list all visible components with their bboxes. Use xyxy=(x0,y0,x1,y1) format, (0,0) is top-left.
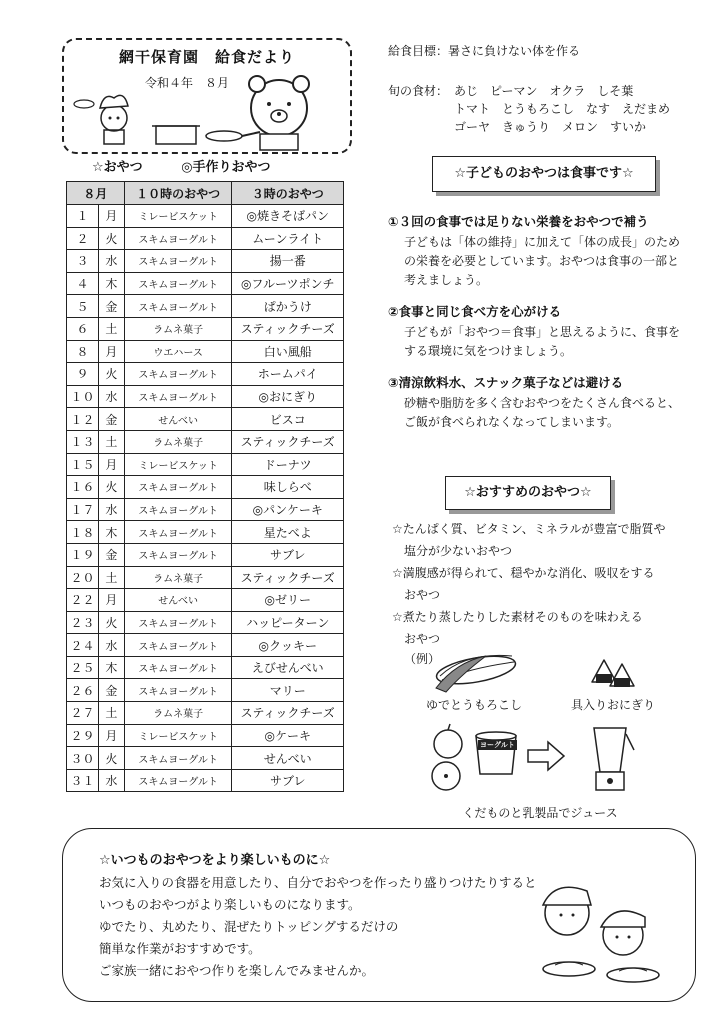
cell-day: ２０ xyxy=(67,566,99,589)
cell-day: １３ xyxy=(67,430,99,453)
table-row xyxy=(67,227,344,250)
cell-day: ２６ xyxy=(67,679,99,702)
seasonal-label: 旬の食材： xyxy=(388,84,449,98)
cell-10am-snack: スキムヨーグルト xyxy=(124,363,232,386)
cell-weekday: 水 xyxy=(98,634,124,657)
cell-3pm-snack: ◎おにぎり xyxy=(232,385,344,408)
cell-day: １０ xyxy=(67,385,99,408)
cell-10am-snack: スキムヨーグルト xyxy=(124,747,232,770)
cell-3pm-snack: ドーナツ xyxy=(232,453,344,476)
cell-3pm-snack: ビスコ xyxy=(232,408,344,431)
table-row xyxy=(67,634,344,657)
table-row xyxy=(67,498,344,521)
cell-weekday: 土 xyxy=(98,317,124,340)
table-row xyxy=(67,566,344,589)
header-box xyxy=(62,38,352,154)
table-row xyxy=(67,385,344,408)
cell-weekday: 火 xyxy=(98,747,124,770)
kids-cooking-illustration xyxy=(525,865,675,995)
table-row xyxy=(67,656,344,679)
cell-10am-snack: せんべい xyxy=(124,589,232,612)
cell-10am-snack: スキムヨーグルト xyxy=(124,543,232,566)
cell-10am-snack: ラムネ菓子 xyxy=(124,430,232,453)
cell-10am-snack: スキムヨーグルト xyxy=(124,385,232,408)
cell-weekday: 木 xyxy=(98,521,124,544)
cell-day: １５ xyxy=(67,453,99,476)
point-line: 子どもが「おやつ＝食事」と思えるように、食事を xyxy=(404,325,681,339)
recommended-line: おやつ xyxy=(392,632,441,646)
cell-3pm-snack: ムーンライト xyxy=(232,227,344,250)
point-line: の栄養を必要としています。おやつは食事の一部と xyxy=(404,254,680,268)
example-label: （例） xyxy=(404,652,441,666)
table-row xyxy=(67,272,344,295)
apple-icon xyxy=(434,730,462,758)
table-row xyxy=(67,543,344,566)
cell-day: １９ xyxy=(67,543,99,566)
cell-day: ２７ xyxy=(67,702,99,725)
cell-10am-snack: スキムヨーグルト xyxy=(124,521,232,544)
cell-3pm-snack: 白い風船 xyxy=(232,340,344,363)
issue-date: 令和４年 ８月 xyxy=(144,76,229,90)
cell-weekday: 金 xyxy=(98,408,124,431)
cell-weekday: 水 xyxy=(98,769,124,792)
point-line: 子どもは「体の維持」に加えて「体の成長」のため xyxy=(404,235,681,249)
seasonal-foods xyxy=(454,82,670,136)
point-line: 考えましょう。 xyxy=(404,273,489,287)
table-row xyxy=(67,430,344,453)
cell-10am-snack: ウエハース xyxy=(124,340,232,363)
cell-weekday: 水 xyxy=(98,498,124,521)
onigiri-caption: 具入りおにぎり xyxy=(570,698,655,712)
recommended-line: ☆煮たり蒸したりした素材そのものを味わえる xyxy=(392,610,643,624)
cell-day: ９ xyxy=(67,363,99,386)
corn-caption: ゆでとうもろこし xyxy=(425,698,522,712)
cell-weekday: 火 xyxy=(98,611,124,634)
table-row xyxy=(67,702,344,725)
recommended-line: おやつ xyxy=(392,588,441,602)
recommended-line: ☆たんぱく質、ビタミン、ミネラルが豊富で脂質や xyxy=(392,522,666,536)
cell-day: ２ xyxy=(67,227,99,250)
cell-3pm-snack: ホームパイ xyxy=(232,363,344,386)
tips-line: いつものおやつがより楽しいものになります。 xyxy=(99,897,361,912)
cell-day: ５ xyxy=(67,295,99,318)
header-month: ８月 xyxy=(67,182,125,205)
section-title-snack-is-meal: ☆子どものおやつは食事です☆ xyxy=(432,156,656,192)
cell-3pm-snack: ◎焼きそばパン xyxy=(232,205,344,228)
table-row xyxy=(67,769,344,792)
table-row xyxy=(67,476,344,499)
cell-day: ８ xyxy=(67,340,99,363)
section-title-recommended: ☆おすすめのおやつ☆ xyxy=(445,476,611,510)
cell-3pm-snack: ◎パンケーキ xyxy=(232,498,344,521)
table-row xyxy=(67,250,344,273)
table-row xyxy=(67,611,344,634)
cell-weekday: 火 xyxy=(98,363,124,386)
cell-3pm-snack: サブレ xyxy=(232,769,344,792)
cell-weekday: 木 xyxy=(98,272,124,295)
cell-3pm-snack: ぱかうけ xyxy=(232,295,344,318)
cell-day: １ xyxy=(67,205,99,228)
seasonal-line: あじ ピーマン オクラ しそ葉 xyxy=(454,84,634,98)
cell-day: ３０ xyxy=(67,747,99,770)
seasonal-line: トマト とうもろこし なす えだまめ xyxy=(454,102,671,116)
cell-10am-snack: スキムヨーグルト xyxy=(124,476,232,499)
cell-3pm-snack: ◎ゼリー xyxy=(232,589,344,612)
cell-day: １６ xyxy=(67,476,99,499)
cell-10am-snack: スキムヨーグルト xyxy=(124,679,232,702)
tips-line: 簡単な作業がおすすめです。 xyxy=(99,941,261,956)
cell-day: ３ xyxy=(67,250,99,273)
cell-10am-snack: スキムヨーグルト xyxy=(124,250,232,273)
cell-10am-snack: スキムヨーグルト xyxy=(124,227,232,250)
cell-10am-snack: スキムヨーグルト xyxy=(124,272,232,295)
cell-10am-snack: スキムヨーグルト xyxy=(124,611,232,634)
point-body xyxy=(388,323,708,361)
tips-line: お気に入りの食器を用意したり、自分でおやつを作ったり盛りつけたりすると xyxy=(99,875,537,890)
cell-day: ２４ xyxy=(67,634,99,657)
table-row xyxy=(67,453,344,476)
point-heading: ①３回の食事では足りない栄養をおやつで補う xyxy=(388,214,649,229)
cell-3pm-snack: サブレ xyxy=(232,543,344,566)
cell-10am-snack: スキムヨーグルト xyxy=(124,769,232,792)
cell-day: ４ xyxy=(67,272,99,295)
yogurt-label: ヨーグルト xyxy=(480,741,515,749)
table-row xyxy=(67,589,344,612)
cell-day: ６ xyxy=(67,317,99,340)
juice-caption: くだものと乳製品でジュース xyxy=(462,806,618,820)
cell-weekday: 木 xyxy=(98,656,124,679)
cell-10am-snack: スキムヨーグルト xyxy=(124,634,232,657)
cell-3pm-snack: スティックチーズ xyxy=(232,317,344,340)
cell-3pm-snack: 星たべよ xyxy=(232,521,344,544)
cell-day: １２ xyxy=(67,408,99,431)
table-row xyxy=(67,679,344,702)
cell-3pm-snack: ◎ケーキ xyxy=(232,724,344,747)
cell-10am-snack: ミレービスケット xyxy=(124,724,232,747)
cell-10am-snack: せんべい xyxy=(124,408,232,431)
cell-weekday: 土 xyxy=(98,702,124,725)
cell-3pm-snack: スティックチーズ xyxy=(232,566,344,589)
cell-3pm-snack: ハッピーターン xyxy=(232,611,344,634)
cell-weekday: 火 xyxy=(98,227,124,250)
cell-10am-snack: スキムヨーグルト xyxy=(124,295,232,318)
cell-day: ２５ xyxy=(67,656,99,679)
table-body xyxy=(67,205,344,792)
point-heading: ③清涼飲料水、スナック菓子などは避ける xyxy=(388,375,624,390)
cell-3pm-snack: スティックチーズ xyxy=(232,430,344,453)
newsletter-title: 網干保育園 給食だより xyxy=(118,48,295,66)
table-row xyxy=(67,521,344,544)
cell-day: ３１ xyxy=(67,769,99,792)
cell-3pm-snack: ◎クッキー xyxy=(232,634,344,657)
cell-day: １７ xyxy=(67,498,99,521)
cell-weekday: 月 xyxy=(98,205,124,228)
cell-10am-snack: ミレービスケット xyxy=(124,205,232,228)
point-line: 砂糖や脂肪を多く含むおやつをたくさん食べると、 xyxy=(404,396,681,410)
snack-menu-table xyxy=(66,181,344,792)
cell-day: １８ xyxy=(67,521,99,544)
tips-title: ☆いつものおやつをより楽しいものに☆ xyxy=(99,853,331,868)
tips-box xyxy=(62,828,696,1002)
tips-line: ご家族一緒におやつ作りを楽しんでみませんか。 xyxy=(99,963,375,978)
cell-10am-snack: ラムネ菓子 xyxy=(124,317,232,340)
cell-10am-snack: ミレービスケット xyxy=(124,453,232,476)
cell-weekday: 月 xyxy=(98,724,124,747)
point-heading: ②食事と同じ食べ方を心がける xyxy=(388,304,562,319)
juice-illustration xyxy=(424,722,650,796)
cell-weekday: 土 xyxy=(98,430,124,453)
table-row xyxy=(67,295,344,318)
blender-icon xyxy=(594,728,626,772)
cell-weekday: 金 xyxy=(98,543,124,566)
cell-weekday: 金 xyxy=(98,295,124,318)
header-10am: １０時のおやつ xyxy=(124,182,232,205)
table-row xyxy=(67,340,344,363)
cell-3pm-snack: マリー xyxy=(232,679,344,702)
cell-day: ２２ xyxy=(67,589,99,612)
cell-3pm-snack: えびせんべい xyxy=(232,656,344,679)
table-row xyxy=(67,317,344,340)
cell-10am-snack: ラムネ菓子 xyxy=(124,566,232,589)
cell-weekday: 金 xyxy=(98,679,124,702)
cell-day: ２３ xyxy=(67,611,99,634)
point-line: する環境に気をつけましょう。 xyxy=(404,344,573,358)
cell-weekday: 土 xyxy=(98,566,124,589)
arrow-right-icon xyxy=(528,742,564,770)
recommended-line: 塩分が少ないおやつ xyxy=(392,544,513,558)
cell-10am-snack: ラムネ菓子 xyxy=(124,702,232,725)
cell-3pm-snack: ◎フルーツポンチ xyxy=(232,272,344,295)
lunch-goal: 給食目標：暑さに負けない体を作る xyxy=(388,44,581,58)
cell-weekday: 水 xyxy=(98,250,124,273)
point-body xyxy=(388,394,708,432)
snack-points xyxy=(388,212,708,432)
table-row xyxy=(67,408,344,431)
cell-weekday: 月 xyxy=(98,453,124,476)
seasonal-line: ゴーヤ きゅうり メロン すいか xyxy=(454,120,647,134)
table-row xyxy=(67,747,344,770)
recommended-list xyxy=(392,518,665,650)
cell-3pm-snack: 味しらべ xyxy=(232,476,344,499)
header-3pm: ３時のおやつ xyxy=(232,182,344,205)
cell-weekday: 火 xyxy=(98,476,124,499)
cooking-characters-illustration xyxy=(64,40,350,152)
table-row xyxy=(67,363,344,386)
cell-10am-snack: スキムヨーグルト xyxy=(124,498,232,521)
table-header-row xyxy=(67,182,344,205)
recommended-line: ☆満腹感が得られて、穏やかな消化、吸収をする xyxy=(392,566,655,580)
onigiri-icon xyxy=(582,648,642,690)
cell-3pm-snack: 揚一番 xyxy=(232,250,344,273)
table-legend xyxy=(92,156,305,175)
table-row xyxy=(67,724,344,747)
cell-day: ２９ xyxy=(67,724,99,747)
table-row xyxy=(67,205,344,228)
cell-weekday: 月 xyxy=(98,589,124,612)
cell-weekday: 水 xyxy=(98,385,124,408)
cell-weekday: 月 xyxy=(98,340,124,363)
legend-snack: ☆おやつ xyxy=(92,160,143,175)
cell-3pm-snack: スティックチーズ xyxy=(232,702,344,725)
cell-3pm-snack: せんべい xyxy=(232,747,344,770)
point-line: ご飯が食べられなくなってしまいます。 xyxy=(404,415,620,429)
corn-icon xyxy=(426,648,522,694)
tips-line: ゆでたり、丸めたり、混ぜたりトッピングするだけの xyxy=(99,919,399,934)
legend-handmade: ◎手作りおやつ xyxy=(181,160,271,175)
cell-10am-snack: スキムヨーグルト xyxy=(124,656,232,679)
point-body xyxy=(388,233,708,290)
